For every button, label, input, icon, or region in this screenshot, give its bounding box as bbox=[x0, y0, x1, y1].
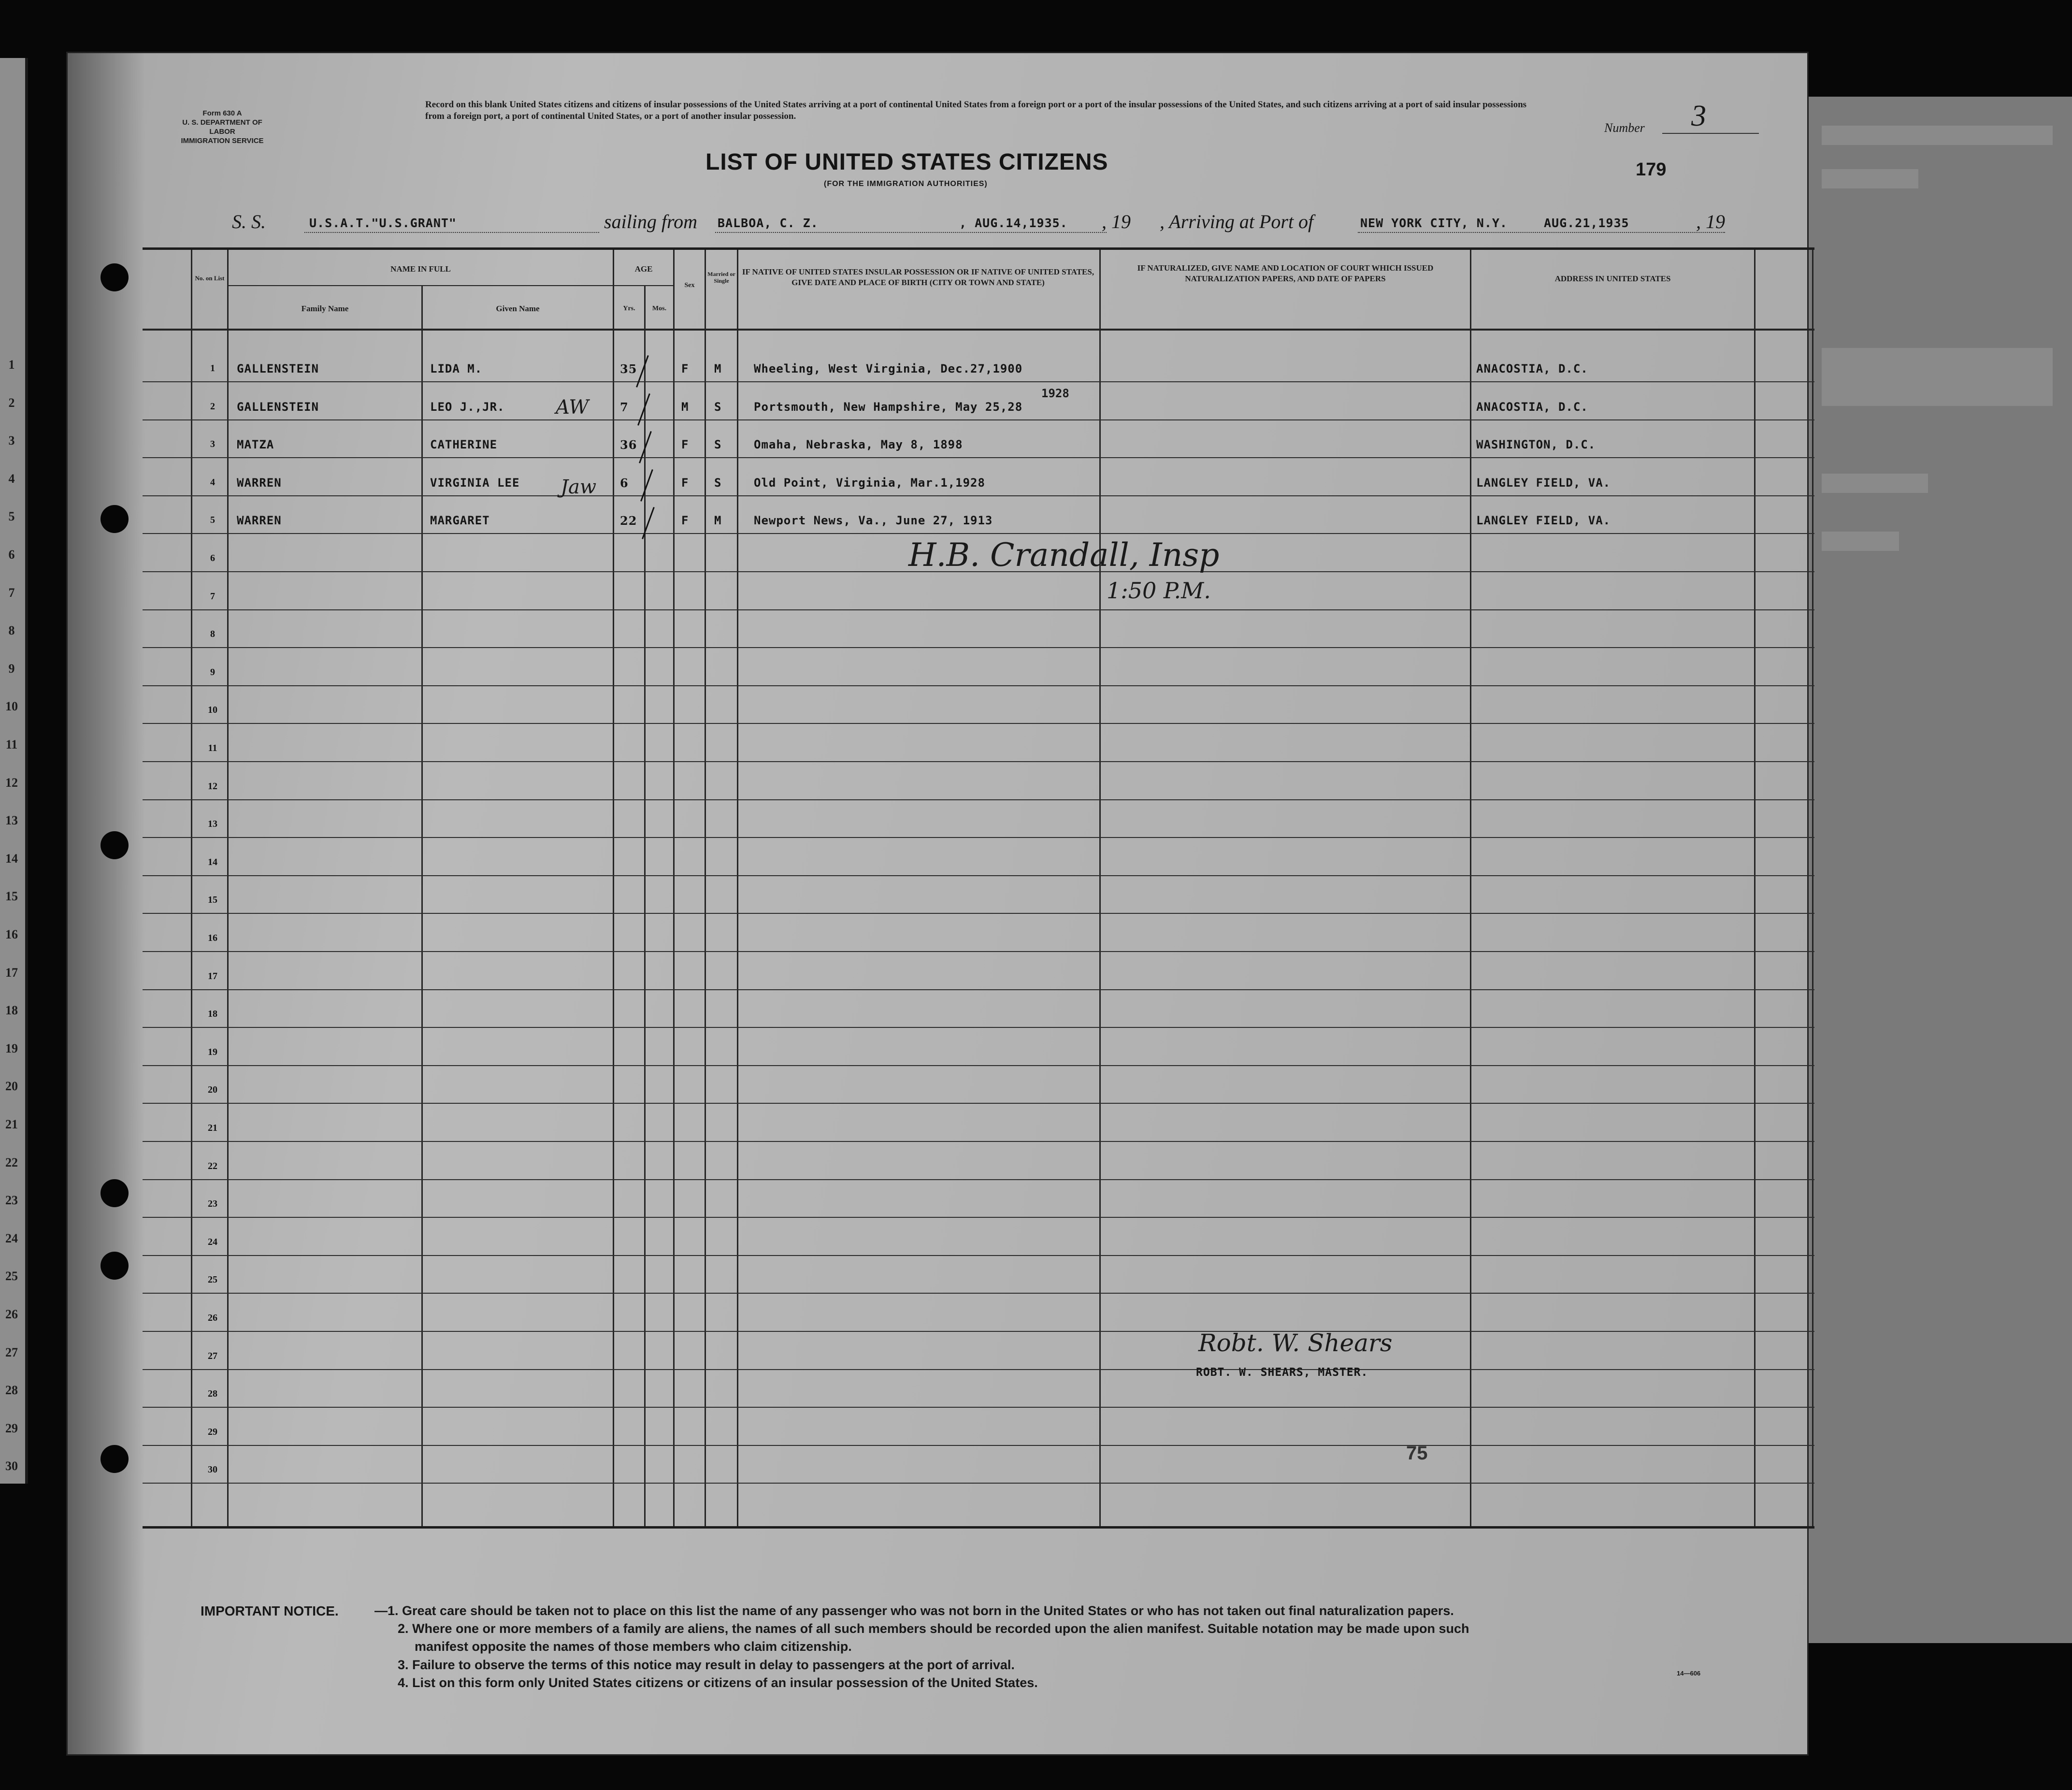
row-number: 17 bbox=[208, 970, 217, 982]
arriving-label: , Arriving at Port of bbox=[1160, 211, 1314, 232]
sex-cell: M bbox=[681, 400, 689, 414]
col-line bbox=[644, 285, 646, 1528]
adjacent-row-number: 4 bbox=[8, 471, 15, 486]
row-rule bbox=[143, 799, 1814, 800]
punch-hole bbox=[101, 831, 129, 859]
header-address: ADDRESS IN UNITED STATES bbox=[1554, 274, 1671, 283]
header-married: Married or Single bbox=[707, 271, 735, 284]
adjacent-row-number: 29 bbox=[5, 1421, 18, 1435]
family-name-cell: MATZA bbox=[237, 438, 274, 452]
birthplace-cell: Portsmouth, New Hampshire, May 25,28 bbox=[754, 400, 1023, 414]
adjacent-row-number: 26 bbox=[5, 1307, 18, 1321]
row-number: 26 bbox=[208, 1313, 217, 1323]
col-line bbox=[227, 250, 229, 1528]
number-label: Number bbox=[1604, 121, 1645, 135]
marital-status-cell: M bbox=[714, 514, 722, 528]
adjacent-row-number: 2 bbox=[8, 395, 15, 410]
header-sex: Sex bbox=[684, 282, 695, 289]
age-years-cell: 36 bbox=[620, 438, 637, 452]
row-rule bbox=[143, 989, 1814, 990]
header-naturalized: IF NATURALIZED, GIVE NAME AND LOCATION OF COURT WHICH ISSUED NATURALIZATION PAPERS, AND DATE OF PAPERS bbox=[1137, 263, 1434, 283]
row-number: 5 bbox=[210, 515, 215, 526]
row-number: 21 bbox=[208, 1123, 217, 1133]
punch-hole bbox=[101, 263, 129, 291]
row-number: 24 bbox=[208, 1236, 217, 1247]
row-rule bbox=[143, 837, 1814, 838]
nineteen-label-2: , 19 bbox=[1696, 211, 1725, 232]
row-rule bbox=[143, 419, 1814, 420]
header-birth: IF NATIVE OF UNITED STATES INSULAR POSSESSION OR IF NATIVE OF UNITED STATES, GIVE DATE AND PLACE OF BIRTH (CITY OR TOWN AND STATE) bbox=[742, 267, 1094, 287]
sailing-date: , AUG.14,1935. bbox=[959, 216, 1068, 230]
given-name-cell: LIDA M. bbox=[430, 362, 483, 375]
header-mos: Mos. bbox=[652, 305, 667, 312]
address-cell: ANACOSTIA, D.C. bbox=[1476, 362, 1588, 375]
col-line bbox=[705, 250, 706, 1528]
adjacent-row-number: 19 bbox=[5, 1041, 18, 1055]
family-name-cell: WARREN bbox=[237, 476, 282, 490]
header-name-in-full: NAME IN FULL bbox=[390, 264, 451, 274]
adjacent-row-number: 1 bbox=[8, 358, 15, 372]
row-rule bbox=[143, 1103, 1814, 1104]
row-number: 29 bbox=[208, 1426, 217, 1437]
col-line bbox=[613, 250, 614, 1528]
given-name-cell: CATHERINE bbox=[430, 438, 498, 452]
punch-hole bbox=[101, 1252, 129, 1280]
adjacent-row-number: 12 bbox=[5, 775, 18, 790]
form-identifier: Form 630 A U. S. DEPARTMENT OF LABOR IMMIGRATION SERVICE bbox=[181, 109, 264, 145]
row-rule bbox=[143, 1255, 1814, 1256]
total-count: 75 bbox=[1406, 1443, 1428, 1464]
row-rule bbox=[143, 647, 1814, 648]
row-number: 22 bbox=[208, 1160, 217, 1171]
adjacent-row-number: 7 bbox=[8, 585, 15, 600]
sex-cell: F bbox=[681, 362, 689, 375]
row-number: 27 bbox=[208, 1350, 217, 1361]
sex-cell: F bbox=[681, 476, 689, 490]
age-years-cell: 22 bbox=[620, 514, 637, 528]
row-rule bbox=[143, 1445, 1814, 1446]
sailing-label: sailing from bbox=[604, 211, 697, 232]
row-rule bbox=[143, 1483, 1814, 1484]
destination-port: NEW YORK CITY, N.Y. bbox=[1360, 216, 1508, 230]
row-rule bbox=[143, 913, 1814, 914]
punch-hole bbox=[101, 1445, 129, 1473]
row-number: 11 bbox=[208, 743, 217, 753]
adjacent-row-number: 10 bbox=[5, 699, 18, 714]
adjacent-row-number: 13 bbox=[5, 813, 18, 828]
punch-hole bbox=[101, 1179, 129, 1207]
print-code: 14—606 bbox=[1677, 1670, 1701, 1677]
adjacent-row-number: 30 bbox=[5, 1459, 18, 1473]
row-number: 25 bbox=[208, 1274, 217, 1285]
adjacent-row-number: 15 bbox=[5, 889, 18, 904]
adjacent-row-number: 27 bbox=[5, 1345, 18, 1359]
ship-name: U.S.A.T."U.S.GRANT" bbox=[309, 216, 457, 230]
row-rule bbox=[143, 1141, 1814, 1142]
page-subtitle: (FOR THE IMMIGRATION AUTHORITIES) bbox=[824, 180, 988, 188]
row-rule bbox=[143, 457, 1814, 458]
initials-mark: AW bbox=[556, 396, 589, 419]
row-number: 4 bbox=[210, 476, 215, 488]
marital-status-cell: S bbox=[714, 476, 722, 490]
inspector-signature: H.B. Crandall, Insp bbox=[908, 536, 1220, 574]
notice-item-1: —1. Great care should be taken not to place on this list the name of any passenger who was not born in the United States or who has not taken out final naturalization papers. bbox=[374, 1603, 1454, 1618]
header-family-name: Family Name bbox=[301, 304, 349, 313]
row-number: 28 bbox=[208, 1388, 217, 1400]
row-rule bbox=[143, 609, 1814, 610]
row-number: 13 bbox=[208, 819, 217, 830]
header-age: AGE bbox=[634, 264, 653, 274]
adjacent-row-number: 9 bbox=[8, 661, 15, 676]
table-bottom-rule bbox=[143, 1526, 1814, 1529]
marital-status-cell: S bbox=[714, 400, 722, 414]
ship-underline bbox=[304, 232, 599, 233]
birthplace-cell: Old Point, Virginia, Mar.1,1928 bbox=[754, 476, 985, 490]
family-name-cell: GALLENSTEIN bbox=[237, 400, 319, 414]
given-name-cell: VIRGINIA LEE bbox=[430, 476, 520, 490]
row-number: 15 bbox=[208, 895, 217, 906]
col-line bbox=[673, 250, 675, 1528]
address-cell: ANACOSTIA, D.C. bbox=[1476, 400, 1588, 414]
row-number: 3 bbox=[210, 439, 215, 450]
adjacent-row-number: 3 bbox=[8, 433, 15, 448]
age-years-cell: 7 bbox=[620, 400, 629, 414]
master-printed-name: ROBT. W. SHEARS, MASTER. bbox=[1196, 1366, 1368, 1379]
adjacent-page-strip-left bbox=[0, 58, 28, 1484]
row-rule bbox=[143, 1407, 1814, 1408]
row-number: 20 bbox=[208, 1084, 217, 1096]
marital-status-cell: S bbox=[714, 438, 722, 452]
adjacent-page-strip-right bbox=[1807, 97, 2072, 1643]
col-line bbox=[1470, 250, 1471, 1528]
row-rule bbox=[143, 1293, 1814, 1294]
sex-cell: F bbox=[681, 438, 689, 452]
col-line bbox=[1812, 250, 1813, 1528]
row-number: 18 bbox=[208, 1009, 217, 1020]
marital-status-cell: M bbox=[714, 362, 722, 375]
adjacent-row-number: 20 bbox=[5, 1079, 18, 1094]
record-instructions: Record on this blank United States citizens and citizens of insular possessions of the United States arriving at a port of continental United States from a foreign port or a port of the insular possessions of the United States, and such citizens arriving at a port of said insular possessions from a foreign port, a port of continental United States, or a port of another insular possession. bbox=[425, 100, 1527, 121]
row-number: 16 bbox=[208, 933, 217, 943]
adjacent-row-number: 22 bbox=[5, 1155, 18, 1169]
col-line bbox=[421, 285, 423, 1528]
correction-year: 1928 bbox=[1041, 387, 1069, 400]
list-number: 3 bbox=[1691, 100, 1706, 132]
origin-port: BALBOA, C. Z. bbox=[718, 216, 819, 230]
row-rule bbox=[143, 1369, 1814, 1370]
adjacent-row-number: 6 bbox=[8, 548, 15, 562]
origin-underline bbox=[715, 232, 1107, 233]
header-no: No. on List bbox=[195, 274, 225, 282]
adjacent-row-number: 5 bbox=[8, 509, 15, 524]
header-subline bbox=[614, 285, 673, 286]
adjacent-row-number: 11 bbox=[5, 737, 18, 751]
birthplace-cell: Newport News, Va., June 27, 1913 bbox=[754, 514, 993, 528]
row-number: 23 bbox=[208, 1198, 217, 1210]
row-number: 6 bbox=[210, 553, 215, 563]
col-line bbox=[191, 250, 192, 1528]
destination-underline bbox=[1358, 232, 1725, 233]
sex-cell: F bbox=[681, 514, 689, 528]
row-rule bbox=[143, 875, 1814, 876]
col-line bbox=[1099, 250, 1101, 1528]
ss-label: S. S. bbox=[232, 211, 266, 232]
col-line bbox=[737, 250, 738, 1528]
adjacent-row-number: 18 bbox=[5, 1003, 18, 1018]
notice-item-2: 2. Where one or more members of a family are aliens, the names of all such members should be recorded upon the alien manifest. Suitable notation may be made upon such bbox=[398, 1621, 1469, 1636]
row-rule bbox=[143, 951, 1814, 952]
binder-edge bbox=[68, 53, 145, 1754]
header-given-name: Given Name bbox=[496, 304, 540, 313]
adjacent-row-number: 17 bbox=[5, 965, 18, 980]
notice-item-3: 3. Failure to observe the terms of this notice may result in delay to passengers at the port of arrival. bbox=[398, 1658, 1015, 1672]
sheet-number: 179 bbox=[1636, 159, 1667, 180]
row-rule bbox=[143, 723, 1814, 724]
notice-heading: IMPORTANT NOTICE. bbox=[201, 1603, 339, 1618]
row-rule bbox=[143, 1179, 1814, 1180]
age-years-cell: 6 bbox=[620, 476, 629, 490]
birthplace-cell: Omaha, Nebraska, May 8, 1898 bbox=[754, 438, 963, 452]
row-number: 10 bbox=[208, 705, 217, 716]
adjacent-row-number: 23 bbox=[5, 1193, 18, 1208]
notice-item-2-cont: manifest opposite the names of those members who claim citizenship. bbox=[415, 1639, 852, 1654]
row-rule bbox=[143, 1065, 1814, 1066]
row-number: 1 bbox=[210, 363, 215, 374]
row-number: 7 bbox=[210, 591, 215, 602]
row-rule bbox=[143, 381, 1814, 382]
adjacent-row-number: 16 bbox=[5, 927, 18, 941]
punch-hole bbox=[101, 505, 129, 533]
row-number: 30 bbox=[208, 1464, 217, 1475]
family-name-cell: GALLENSTEIN bbox=[237, 362, 319, 375]
given-name-cell: LEO J.,JR. bbox=[430, 400, 505, 414]
birthplace-cell: Wheeling, West Virginia, Dec.27,1900 bbox=[754, 362, 1023, 375]
row-number: 8 bbox=[210, 629, 215, 640]
row-number: 2 bbox=[210, 401, 215, 412]
row-rule bbox=[143, 533, 1814, 534]
row-number: 9 bbox=[210, 666, 215, 678]
row-rule bbox=[143, 1331, 1814, 1332]
header-yrs: Yrs. bbox=[623, 305, 635, 312]
age-years-cell: 35 bbox=[620, 362, 637, 376]
row-rule bbox=[143, 685, 1814, 686]
initials-mark: Jaw bbox=[561, 476, 597, 498]
family-name-cell: WARREN bbox=[237, 514, 282, 528]
address-cell: LANGLEY FIELD, VA. bbox=[1476, 514, 1611, 528]
address-cell: LANGLEY FIELD, VA. bbox=[1476, 476, 1611, 490]
row-rule bbox=[143, 1027, 1814, 1028]
nineteen-label: , 19 bbox=[1102, 211, 1131, 232]
adjacent-row-number: 14 bbox=[5, 851, 18, 866]
adjacent-row-number: 21 bbox=[5, 1117, 18, 1131]
arrival-date: AUG.21,1935 bbox=[1544, 216, 1629, 230]
adjacent-row-number: 8 bbox=[8, 623, 15, 638]
adjacent-row-number: 25 bbox=[5, 1269, 18, 1284]
header-bottom bbox=[143, 329, 1814, 331]
row-number: 19 bbox=[208, 1046, 217, 1057]
row-rule bbox=[143, 761, 1814, 762]
row-number: 14 bbox=[208, 856, 217, 867]
inspection-time: 1:50 P.M. bbox=[1107, 577, 1211, 604]
page-title: LIST OF UNITED STATES CITIZENS bbox=[705, 149, 1108, 175]
given-name-cell: MARGARET bbox=[430, 514, 490, 528]
col-line bbox=[1754, 250, 1755, 1528]
row-rule bbox=[143, 495, 1814, 496]
adjacent-row-number: 24 bbox=[5, 1231, 18, 1245]
number-underline bbox=[1662, 133, 1759, 134]
address-cell: WASHINGTON, D.C. bbox=[1476, 438, 1596, 452]
header-subline bbox=[229, 285, 613, 286]
master-signature: Robt. W. Shears bbox=[1198, 1329, 1393, 1357]
notice-item-4: 4. List on this form only United States citizens or citizens of an insular possession of the United States. bbox=[398, 1675, 1038, 1690]
row-number: 12 bbox=[208, 780, 217, 792]
adjacent-row-number: 28 bbox=[5, 1383, 18, 1398]
row-rule bbox=[143, 1217, 1814, 1218]
